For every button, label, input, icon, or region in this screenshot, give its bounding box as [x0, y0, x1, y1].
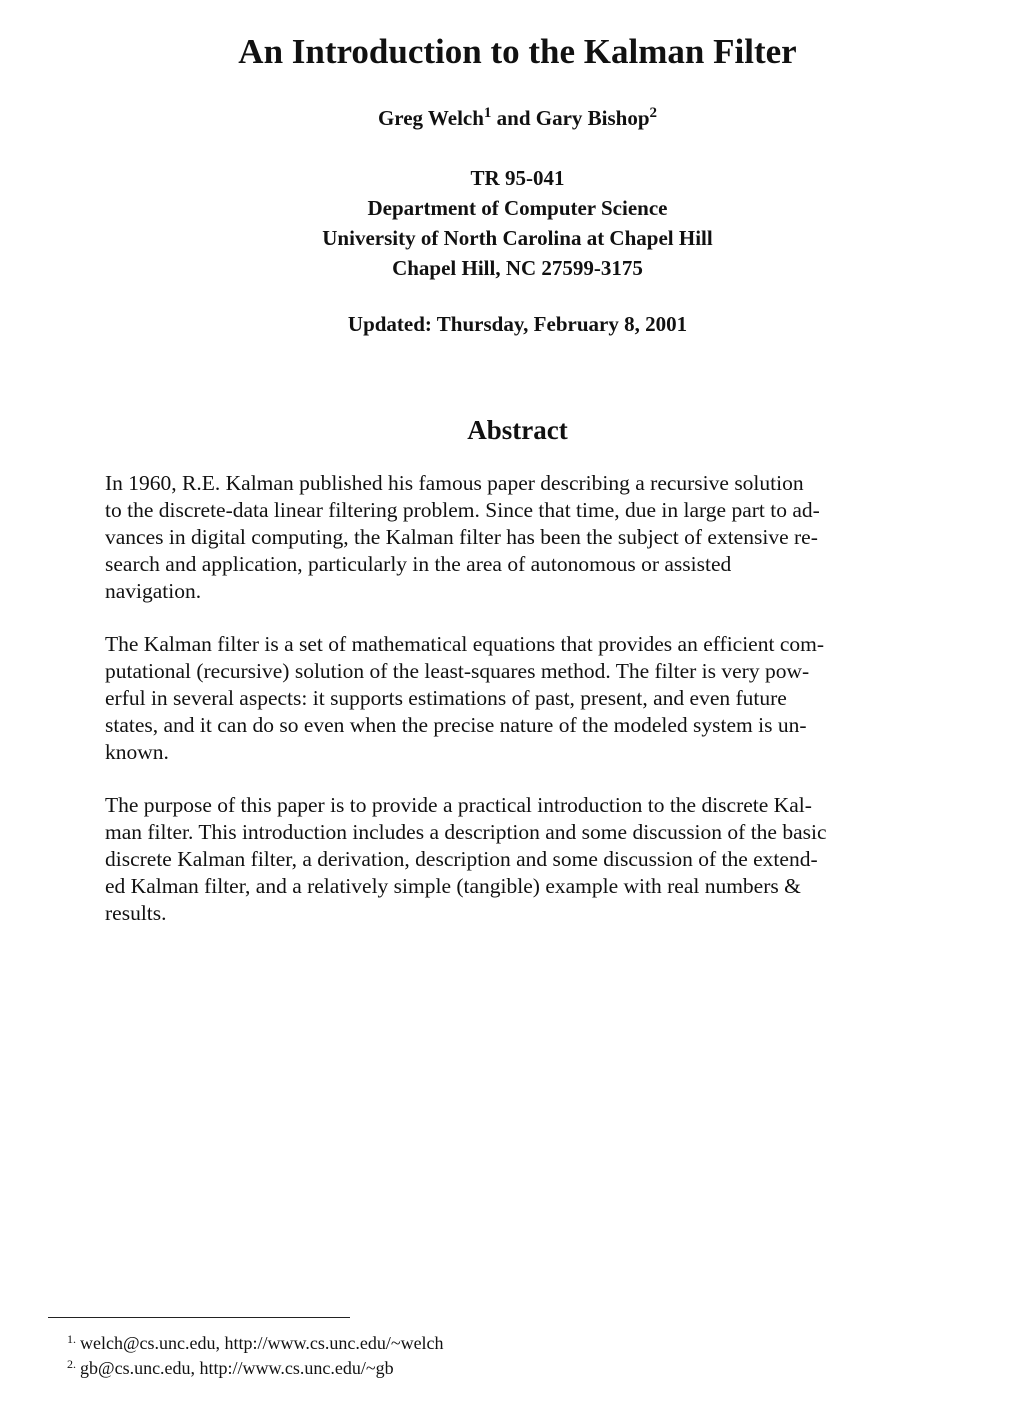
text-line: In 1960, R.E. Kalman published his famous paper describing a recursive solution [105, 471, 804, 495]
footnote-text: gb@cs.unc.edu, http://www.cs.unc.edu/~gb [80, 1358, 394, 1378]
updated-date: Updated: Thursday, February 8, 2001 [347, 312, 688, 336]
text-line: The Kalman filter is a set of mathematical equations that provides an efficient com- [105, 632, 825, 656]
university: University of North Carolina at Chapel Hill [322, 226, 713, 250]
text-line: putational (recursive) solution of the least-squares method. The filter is very pow- [105, 659, 810, 683]
abstract-paragraph [105, 470, 935, 605]
text-line: states, and it can do so even when the precise nature of the modeled system is un- [105, 713, 807, 737]
text-line: to the discrete-data linear filtering problem. Since that time, due in large part to ad- [105, 498, 820, 522]
text-line: discrete Kalman filter, a derivation, description and some discussion of the extend- [105, 847, 818, 871]
footnote-text: welch@cs.unc.edu, http://www.cs.unc.edu/~welch [80, 1333, 444, 1353]
text-line: vances in digital computing, the Kalman filter has been the subject of extensive re- [105, 525, 818, 549]
text-line: erful in several aspects: it supports estimations of past, present, and even future [105, 686, 787, 710]
author-name: Gary Bishop [535, 106, 650, 130]
footnote [67, 1356, 444, 1381]
text-line: ed Kalman filter, and a relatively simple (tangible) example with real numbers & [105, 874, 801, 898]
author-footnote-mark: 1 [483, 105, 492, 121]
text-line: man filter. This introduction includes a description and some discussion of the basic [105, 820, 827, 844]
footnote [67, 1331, 444, 1356]
footnote-divider [48, 1317, 350, 1318]
text-line: The purpose of this paper is to provide a practical introduction to the discrete Kal- [105, 793, 812, 817]
text-line: search and application, particularly in the area of autonomous or assisted [105, 552, 732, 576]
text-line: navigation. [105, 579, 202, 603]
department: Department of Computer Science [367, 196, 668, 220]
author-line [0, 101, 1035, 135]
report-number: TR 95-041 [470, 166, 565, 190]
footnotes [67, 1331, 444, 1381]
abstract-body [105, 470, 935, 953]
abstract-paragraph [105, 631, 935, 766]
footnote-mark: 1. [67, 1332, 76, 1346]
author-footnote-mark: 2 [649, 105, 658, 121]
paper-title: An Introduction to the Kalman Filter [238, 32, 797, 71]
author-separator: and [491, 106, 536, 130]
text-line: known. [105, 740, 169, 764]
footnote-mark: 2. [67, 1357, 76, 1371]
author-name: Greg Welch [377, 106, 484, 130]
text-line: results. [105, 901, 167, 925]
abstract-paragraph [105, 792, 935, 927]
address: Chapel Hill, NC 27599-3175 [392, 256, 643, 280]
abstract-heading: Abstract [467, 415, 568, 445]
report-info [0, 163, 1035, 283]
